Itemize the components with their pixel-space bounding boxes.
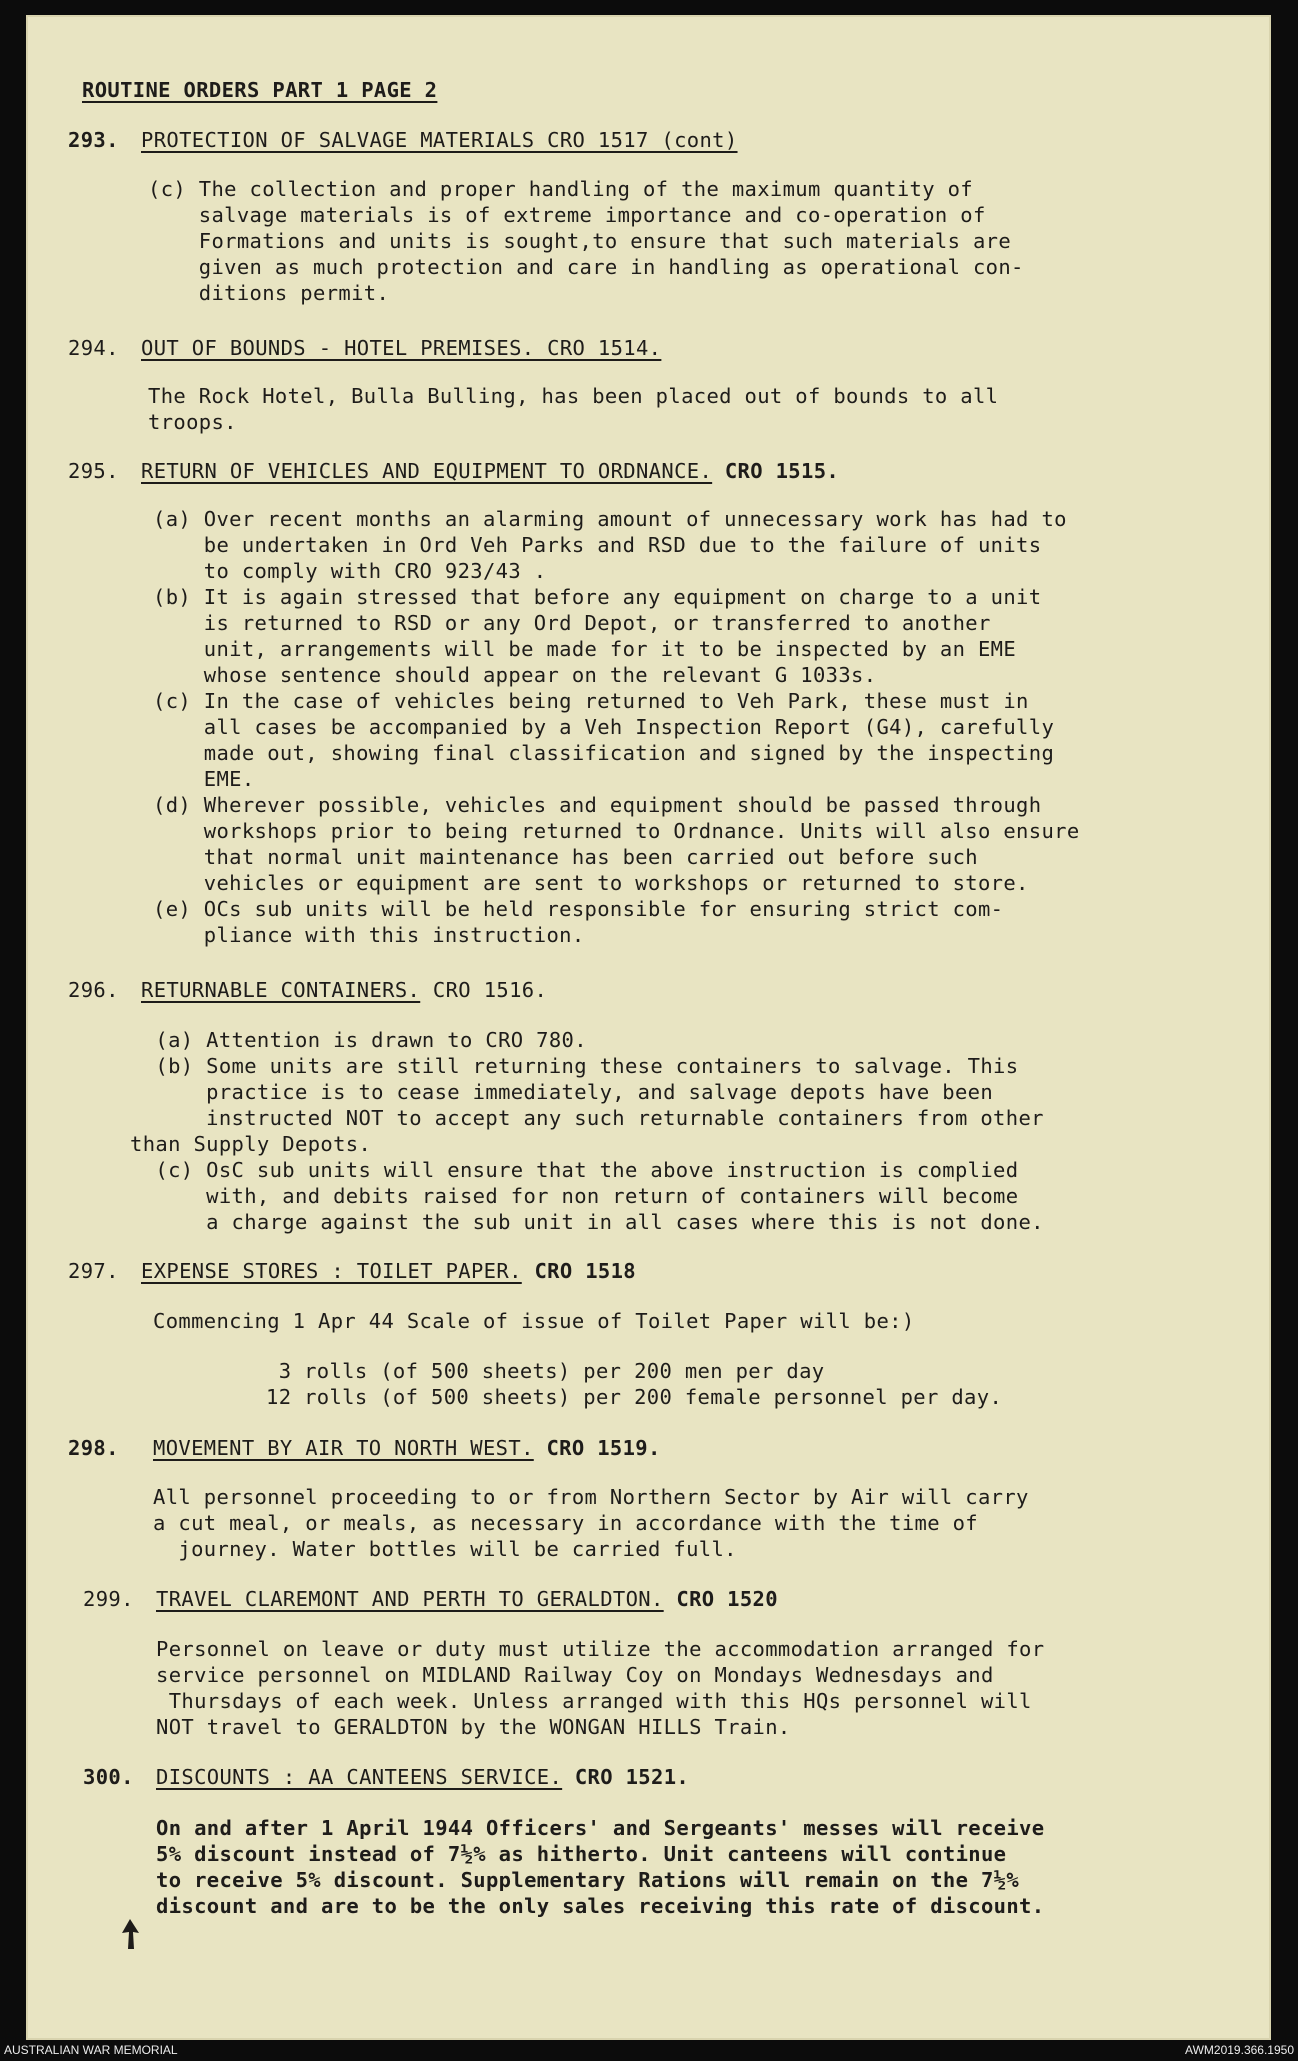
section-title: PROTECTION OF SALVAGE MATERIALS CRO 1517 (cont) — [141, 128, 738, 152]
section-line: (a) Over recent months an alarming amount of unnecessary work has had to — [153, 507, 1067, 531]
section-line: journey. Water bottles will be carried full. — [153, 1537, 737, 1561]
footer-archive-name: AUSTRALIAN WAR MEMORIAL — [4, 2043, 178, 2057]
section-line: given as much protection and care in handling as operational con- — [148, 255, 1024, 279]
section-line: service personnel on MIDLAND Railway Coy on Mondays Wednesdays and — [156, 1663, 994, 1687]
section-title-row — [156, 1764, 689, 1790]
section-line: a charge against the sub unit in all cases where this is not done. — [130, 1210, 1044, 1234]
section-title-row — [156, 1586, 778, 1612]
section-line: (c) In the case of vehicles being returned to Veh Park, these must in — [153, 689, 1029, 713]
section-line: to comply with CRO 923/43 . — [153, 559, 547, 583]
section-line: ditions permit. — [148, 281, 390, 305]
section-title-row — [141, 1258, 636, 1284]
section-line: Formations and units is sought,to ensure that such materials are — [148, 229, 1012, 253]
section-cro-ref: CRO 1515. — [712, 459, 840, 483]
section-line: (d) Wherever possible, vehicles and equipment should be passed through — [153, 793, 1042, 817]
section-number: 294. — [68, 336, 119, 360]
section-line: (b) It is again stressed that before any equipment on charge to a unit — [153, 585, 1042, 609]
section-line: (e) OCs sub units will be held responsible for ensuring strict com- — [153, 897, 1004, 921]
section-line: to receive 5% discount. Supplementary Rations will remain on the 7½% — [156, 1868, 1020, 1892]
section-line: all cases be accompanied by a Veh Inspection Report (G4), carefully — [153, 715, 1055, 739]
section-line: (b) Some units are still returning these containers to salvage. This — [130, 1054, 1019, 1078]
section-line: troops. — [148, 410, 237, 434]
section-title-row — [153, 1435, 661, 1461]
section-line: All personnel proceeding to or from Northern Sector by Air will carry — [153, 1485, 1029, 1509]
section-title: DISCOUNTS : AA CANTEENS SERVICE. — [156, 1765, 563, 1789]
document-page — [26, 15, 1271, 2040]
section-number: 293. — [68, 128, 119, 152]
section-title: TRAVEL CLAREMONT AND PERTH TO GERALDTON. — [156, 1587, 664, 1611]
section-line: vehicles or equipment are sent to workshops or returned to store. — [153, 871, 1029, 895]
section-line: pliance with this instruction. — [153, 923, 585, 947]
section-line: 5% discount instead of 7½% as hitherto. Unit canteens will continue — [156, 1842, 1007, 1866]
section-line: made out, showing final classification and signed by the inspecting — [153, 741, 1055, 765]
section-line: be undertaken in Ord Veh Parks and RSD due to the failure of units — [153, 533, 1042, 557]
section-line: workshops prior to being returned to Ordnance. Units will also ensure — [153, 819, 1080, 843]
section-title: RETURNABLE CONTAINERS. — [141, 978, 421, 1002]
section-number: 295. — [68, 459, 119, 483]
section-cro-ref: CRO 1519. — [533, 1436, 661, 1460]
section-line: a cut meal, or meals, as necessary in accordance with the time of — [153, 1511, 978, 1535]
section-cro-ref: CRO 1521. — [562, 1765, 690, 1789]
section-cro-ref: CRO 1520 — [663, 1587, 778, 1611]
section-line: Thursdays of each week. Unless arranged with this HQs personnel will — [156, 1689, 1032, 1713]
section-line: (c) OsC sub units will ensure that the above instruction is complied — [130, 1158, 1019, 1182]
section-line: is returned to RSD or any Ord Depot, or transferred to another — [153, 611, 991, 635]
section-line: than Supply Depots. — [130, 1132, 372, 1156]
section-line: On and after 1 April 1944 Officers' and Sergeants' messes will receive — [156, 1816, 1045, 1840]
footer-accession-number: AWM2019.366.1950 — [1185, 2043, 1294, 2057]
section-line: Commencing 1 Apr 44 Scale of issue of Toilet Paper will be:) — [153, 1309, 915, 1333]
section-line: unit, arrangements will be made for it to be inspected by an EME — [153, 637, 1017, 661]
section-line: EME. — [153, 767, 255, 791]
section-number: 297. — [68, 1259, 119, 1283]
section-number: 300. — [83, 1765, 134, 1789]
section-title-row — [141, 458, 839, 484]
section-line: (a) Attention is drawn to CRO 780. — [130, 1028, 587, 1052]
section-title: EXPENSE STORES : TOILET PAPER. — [141, 1259, 522, 1283]
section-number: 299. — [83, 1587, 134, 1611]
scale-line: 12 rolls (of 500 sheets) per 200 female personnel per day. — [266, 1385, 1003, 1409]
section-number: 298. — [68, 1436, 119, 1460]
section-title: MOVEMENT BY AIR TO NORTH WEST. — [153, 1436, 534, 1460]
section-line: (c) The collection and proper handling of the maximum quantity of — [148, 177, 973, 201]
section-line: discount and are to be the only sales receiving this rate of discount. — [156, 1894, 1045, 1918]
section-cro-ref: CRO 1518 — [521, 1259, 636, 1283]
section-title: OUT OF BOUNDS - HOTEL PREMISES. CRO 1514. — [141, 336, 662, 360]
section-line: Personnel on leave or duty must utilize the accommodation arranged for — [156, 1637, 1045, 1661]
section-line: with, and debits raised for non return of containers will become — [130, 1184, 1019, 1208]
section-line: salvage materials is of extreme importance and co-operation of — [148, 203, 986, 227]
section-number: 296. — [68, 978, 119, 1002]
section-line: whose sentence should appear on the relevant G 1033s. — [153, 663, 877, 687]
pen-mark-icon — [116, 1915, 146, 1955]
section-line: instructed NOT to accept any such returnable containers from other — [130, 1106, 1044, 1130]
section-line: The Rock Hotel, Bulla Bulling, has been placed out of bounds to all — [148, 384, 999, 408]
section-line: practice is to cease immediately, and salvage depots have been — [130, 1080, 994, 1104]
page-header: ROUTINE ORDERS PART 1 PAGE 2 — [82, 78, 438, 102]
section-cro-ref: CRO 1516. — [420, 978, 548, 1002]
section-line: that normal unit maintenance has been carried out before such — [153, 845, 978, 869]
section-line: NOT travel to GERALDTON by the WONGAN HILLS Train. — [156, 1715, 791, 1739]
scale-line: 3 rolls (of 500 sheets) per 200 men per day — [266, 1359, 825, 1383]
section-title-row — [141, 977, 547, 1003]
section-title: RETURN OF VEHICLES AND EQUIPMENT TO ORDNANCE. — [141, 459, 713, 483]
